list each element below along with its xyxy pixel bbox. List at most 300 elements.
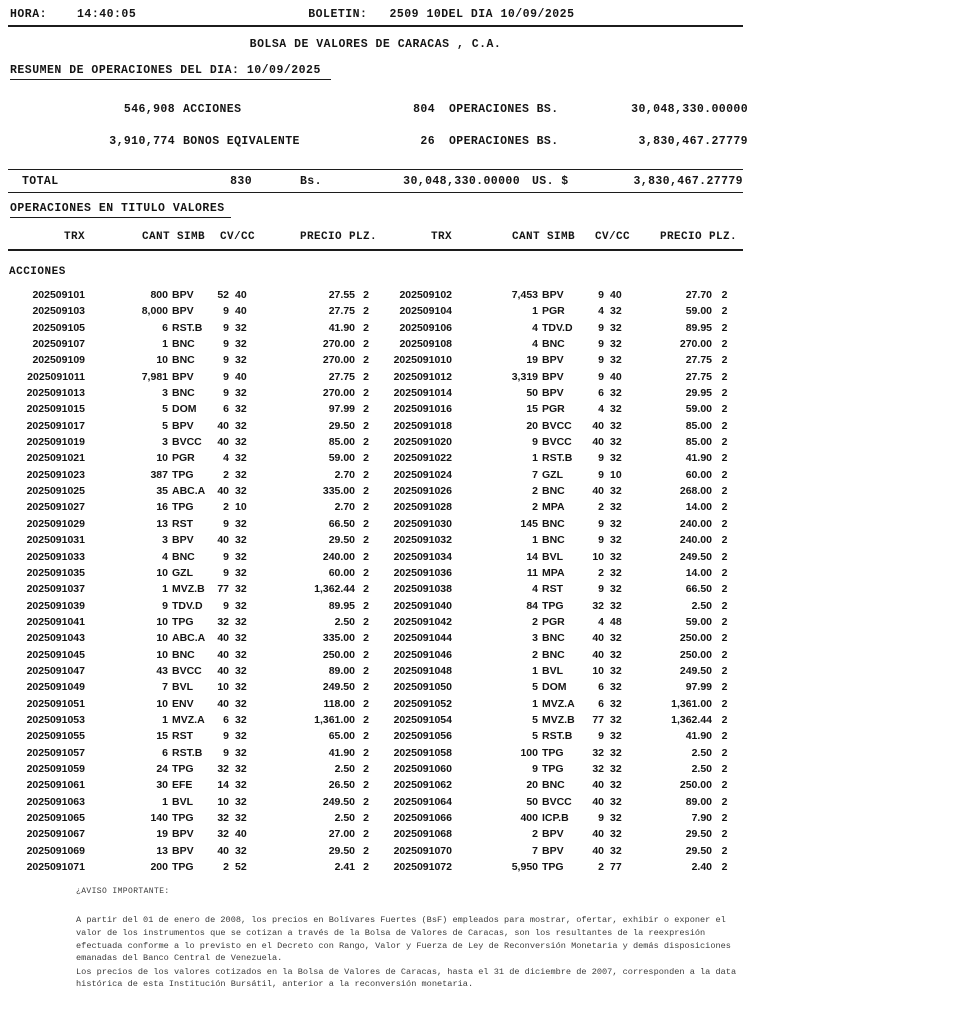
simb-cell: BPV	[542, 387, 564, 400]
header-divider	[8, 25, 743, 27]
simb-cell: BPV	[542, 844, 564, 857]
cc-cell: 32	[610, 583, 622, 596]
trx-cell: 2025091031	[26, 534, 85, 547]
cc-cell: 32	[610, 338, 622, 351]
precio-cell: 2.70	[334, 468, 355, 481]
simb-cell: BPV	[172, 305, 194, 318]
cant-cell: 8,000	[141, 305, 168, 318]
trx-cell: 202509102	[399, 289, 452, 301]
cc-cell: 32	[610, 730, 622, 743]
cv-cell: 4	[598, 615, 604, 628]
precio-cell: 27.00	[328, 828, 355, 841]
simb-cell: BNC	[172, 354, 195, 367]
precio-cell: 65.00	[328, 730, 355, 743]
cc-cell: 32	[610, 485, 622, 498]
precio-cell: 27.70	[685, 289, 712, 301]
summary-label: ACCIONES	[183, 103, 242, 116]
cv-cell: 6	[223, 713, 229, 726]
plz-cell: 2	[363, 583, 369, 596]
cant-cell: 2	[532, 501, 538, 514]
precio-cell: 240.00	[679, 517, 712, 530]
precio-cell: 250.00	[679, 648, 712, 661]
precio-cell: 2.50	[691, 746, 712, 759]
cv-cell: 32	[217, 762, 229, 775]
simb-cell: BVL	[172, 681, 193, 694]
simb-cell: BPV	[542, 370, 564, 383]
cv-cell: 32	[592, 746, 604, 759]
cc-cell: 32	[610, 566, 622, 579]
plz-cell: 2	[363, 812, 369, 824]
simb-cell: TPG	[542, 599, 564, 612]
cv-cell: 9	[598, 730, 604, 743]
table-row	[8, 467, 977, 483]
plz-cell: 2	[721, 338, 728, 351]
precio-cell: 2.50	[334, 762, 355, 775]
precio-cell: 1,362.44	[314, 583, 355, 596]
cc-cell: 32	[610, 779, 622, 792]
trx-cell: 2025091042	[393, 615, 452, 628]
trx-cell: 2025091036	[393, 566, 452, 579]
precio-cell: 29.95	[685, 387, 712, 400]
cv-cell: 9	[223, 370, 229, 383]
simb-cell: TPG	[542, 861, 564, 874]
trx-cell: 2025091022	[393, 452, 452, 465]
trx-cell: 2025091010	[393, 354, 452, 367]
trx-cell: 2025091034	[393, 550, 452, 563]
trx-cell: 2025091029	[26, 517, 85, 530]
simb-cell: PGR	[172, 452, 195, 465]
cv-cell: 2	[598, 566, 604, 579]
plz-cell: 2	[721, 861, 728, 874]
summary-operations-count: 26	[420, 135, 435, 148]
cant-cell: 6	[162, 321, 168, 334]
cv-cell: 6	[598, 697, 604, 710]
trx-cell: 2025091055	[26, 730, 85, 743]
cv-cell: 10	[217, 681, 229, 694]
simb-cell: MVZ.A	[542, 697, 575, 710]
trx-cell: 2025091058	[393, 746, 452, 759]
table-row	[8, 663, 977, 679]
cv-cell: 40	[217, 436, 229, 449]
cant-cell: 9	[532, 436, 538, 449]
precio-cell: 249.50	[679, 550, 712, 563]
table-row	[8, 483, 977, 499]
summary-quantity: 546,908	[123, 103, 175, 116]
precio-cell: 59.00	[685, 615, 712, 628]
cv-cell: 2	[223, 861, 229, 874]
cant-cell: 14	[526, 550, 538, 563]
simb-cell: BPV	[172, 828, 194, 841]
cc-cell: 32	[235, 681, 247, 694]
cc-cell: 32	[235, 762, 247, 775]
cant-cell: 140	[150, 812, 168, 824]
precio-cell: 1,362.44	[671, 713, 712, 726]
trx-cell: 2025091049	[26, 681, 85, 694]
cv-cell: 40	[592, 436, 604, 449]
plz-cell: 2	[363, 828, 369, 841]
plz-cell: 2	[363, 681, 369, 694]
table-row	[8, 418, 977, 434]
cant-cell: 50	[526, 387, 538, 400]
cc-cell: 32	[610, 436, 622, 449]
plz-cell: 2	[721, 452, 728, 465]
simb-cell: BPV	[172, 370, 194, 383]
column-header-precio-plz-right: PRECIO PLZ.	[659, 231, 737, 243]
cant-cell: 4	[532, 338, 538, 351]
plz-cell: 2	[721, 681, 728, 694]
trx-cell: 2025091039	[26, 599, 85, 612]
cv-cell: 40	[592, 844, 604, 857]
plz-cell: 2	[363, 452, 369, 465]
cc-cell: 32	[235, 812, 247, 824]
plz-cell: 2	[363, 419, 369, 432]
cv-cell: 2	[598, 861, 604, 874]
cant-cell: 50	[526, 795, 538, 808]
plz-cell: 2	[363, 387, 369, 400]
plz-cell: 2	[363, 501, 369, 514]
simb-cell: TPG	[172, 762, 194, 775]
simb-cell: BNC	[172, 648, 195, 661]
plz-cell: 2	[721, 321, 728, 334]
simb-cell: RST	[172, 517, 193, 530]
cc-cell: 32	[235, 844, 247, 857]
precio-cell: 249.50	[322, 681, 355, 694]
cc-cell: 32	[235, 403, 247, 416]
trx-cell: 2025091046	[393, 648, 452, 661]
cv-cell: 4	[598, 305, 604, 318]
precio-cell: 268.00	[679, 485, 712, 498]
cv-cell: 2	[223, 468, 229, 481]
precio-cell: 270.00	[322, 387, 355, 400]
cv-cell: 9	[223, 338, 229, 351]
precio-cell: 7.90	[691, 812, 712, 824]
plz-cell: 2	[363, 468, 369, 481]
cv-cell: 9	[598, 338, 604, 351]
cc-cell: 32	[610, 534, 622, 547]
cant-cell: 2	[532, 615, 538, 628]
plz-cell: 2	[721, 370, 728, 383]
precio-cell: 2.70	[334, 501, 355, 514]
trx-cell: 2025091017	[26, 419, 85, 432]
precio-cell: 66.50	[328, 517, 355, 530]
plz-cell: 2	[721, 844, 728, 857]
simb-cell: RST	[172, 730, 193, 743]
precio-cell: 118.00	[323, 697, 355, 710]
aviso-paragraph-1: A partir del 01 de enero de 2008, los precios en Bolívares Fuertes (BsF) empleados para mostrar, ofertar, exhibir o exponer el valor de los instrumentos que se cotizan a través de la Bolsa de Valores de Caracas, son los resultantes de la reexpresión efectuada conforme a lo previsto en el Decreto con Rango, Valor y Fuerza de Ley de Reconversión Monetaria y demás disposiciones emanadas del Banco Central de Venezuela.	[76, 915, 731, 964]
precio-cell: 27.75	[685, 354, 712, 367]
cv-cell: 9	[223, 746, 229, 759]
trx-cell: 2025091070	[393, 844, 452, 857]
simb-cell: RST.B	[542, 730, 573, 743]
cv-cell: 4	[598, 403, 604, 416]
trx-cell: 2025091051	[26, 697, 85, 710]
plz-cell: 2	[721, 795, 728, 808]
summary-operations-label: OPERACIONES BS.	[449, 135, 559, 148]
cc-cell: 40	[235, 370, 247, 383]
plz-cell: 2	[363, 779, 369, 792]
simb-cell: BNC	[542, 779, 565, 792]
cv-cell: 9	[223, 305, 229, 318]
simb-cell: PGR	[542, 305, 565, 318]
cant-cell: 800	[150, 289, 168, 301]
trx-cell: 2025091054	[393, 713, 452, 726]
precio-cell: 14.00	[685, 566, 712, 579]
trx-cell: 2025091035	[26, 566, 85, 579]
boletin-value: 2509 10DEL DIA 10/09/2025	[389, 8, 575, 21]
cc-cell: 32	[235, 730, 247, 743]
table-row	[8, 598, 977, 614]
simb-cell: BVCC	[542, 795, 572, 808]
simb-cell: ABC.A	[172, 485, 206, 498]
plz-cell: 2	[721, 664, 728, 677]
cc-cell: 48	[610, 615, 622, 628]
trx-cell: 2025091038	[393, 583, 452, 596]
table-row	[8, 777, 977, 793]
cc-cell: 40	[235, 305, 247, 318]
precio-cell: 85.00	[685, 419, 712, 432]
simb-cell: BNC	[542, 485, 565, 498]
simb-cell: BPV	[172, 534, 194, 547]
cv-cell: 77	[592, 713, 604, 726]
cv-cell: 32	[592, 762, 604, 775]
trx-cell: 202509104	[399, 305, 452, 318]
cv-cell: 9	[223, 387, 229, 400]
simb-cell: BVCC	[172, 436, 202, 449]
cv-cell: 40	[217, 648, 229, 661]
table-row	[8, 794, 977, 810]
cant-cell: 200	[150, 861, 168, 874]
table-row	[8, 810, 977, 826]
plz-cell: 2	[363, 730, 369, 743]
cv-cell: 40	[217, 632, 229, 645]
plz-cell: 2	[363, 321, 369, 334]
cant-cell: 5	[162, 403, 168, 416]
trx-cell: 202509106	[399, 321, 452, 334]
table-row	[8, 826, 977, 842]
plz-cell: 2	[721, 534, 728, 547]
aviso-title: ¿AVISO IMPORTANTE:	[76, 887, 170, 897]
table-row	[8, 761, 977, 777]
simb-cell: TPG	[542, 762, 564, 775]
precio-cell: 27.75	[328, 370, 355, 383]
trx-cell: 202509103	[32, 305, 85, 318]
plz-cell: 2	[363, 664, 369, 677]
table-row	[8, 696, 977, 712]
precio-cell: 60.00	[685, 468, 712, 481]
table-row	[8, 385, 977, 401]
plz-cell: 2	[363, 534, 369, 547]
cc-cell: 32	[610, 681, 622, 694]
simb-cell: TPG	[542, 746, 564, 759]
cant-cell: 7	[532, 468, 538, 481]
total-row	[8, 170, 977, 192]
trx-cell: 2025091059	[26, 762, 85, 775]
precio-cell: 250.00	[679, 779, 712, 792]
cv-cell: 10	[217, 795, 229, 808]
simb-cell: BNC	[542, 648, 565, 661]
precio-cell: 270.00	[322, 354, 355, 367]
precio-cell: 250.00	[679, 632, 712, 645]
cv-cell: 6	[598, 681, 604, 694]
cv-cell: 6	[598, 387, 604, 400]
cc-cell: 32	[235, 517, 247, 530]
cv-cell: 9	[598, 354, 604, 367]
cc-cell: 32	[235, 795, 247, 808]
cant-cell: 7	[532, 844, 538, 857]
table-row	[8, 450, 977, 466]
cc-cell: 32	[235, 664, 247, 677]
trx-cell: 202509108	[399, 338, 452, 351]
plz-cell: 2	[363, 289, 369, 301]
cant-cell: 7	[162, 681, 168, 694]
cv-cell: 40	[592, 419, 604, 432]
boletin-label: BOLETIN:	[308, 8, 368, 21]
precio-cell: 249.50	[679, 664, 712, 677]
plz-cell: 2	[721, 632, 728, 645]
trx-cell: 2025091026	[393, 485, 452, 498]
simb-cell: MPA	[542, 501, 565, 514]
cv-cell: 6	[223, 403, 229, 416]
simb-cell: TPG	[172, 615, 194, 628]
plz-cell: 2	[363, 370, 369, 383]
trx-cell: 2025091016	[393, 403, 452, 416]
cc-cell: 32	[235, 648, 247, 661]
trx-cell: 2025091020	[393, 436, 452, 449]
precio-cell: 89.00	[685, 795, 712, 808]
simb-cell: TPG	[172, 501, 194, 514]
cv-cell: 9	[598, 583, 604, 596]
trx-cell: 2025091033	[26, 550, 85, 563]
cv-cell: 9	[598, 517, 604, 530]
cv-cell: 40	[217, 697, 229, 710]
table-row	[8, 679, 977, 695]
table-header-divider	[8, 249, 743, 251]
cant-cell: 7,981	[141, 370, 168, 383]
cv-cell: 9	[598, 289, 604, 301]
precio-cell: 250.00	[322, 648, 355, 661]
summary-row-acciones	[8, 103, 977, 116]
plz-cell: 2	[363, 632, 369, 645]
plz-cell: 2	[721, 779, 728, 792]
cant-cell: 30	[156, 779, 168, 792]
simb-cell: BNC	[542, 632, 565, 645]
cc-cell: 32	[610, 321, 622, 334]
cv-cell: 32	[592, 599, 604, 612]
trx-cell: 2025091012	[393, 370, 452, 383]
cc-cell: 40	[235, 289, 247, 301]
cv-cell: 9	[223, 354, 229, 367]
simb-cell: BNC	[542, 534, 565, 547]
cc-cell: 32	[610, 403, 622, 416]
cc-cell: 32	[610, 697, 622, 710]
precio-cell: 97.99	[685, 681, 712, 694]
hora-value: 14:40:05	[77, 8, 137, 21]
plz-cell: 2	[363, 566, 369, 579]
cc-cell: 32	[235, 436, 247, 449]
simb-cell: TDV.D	[172, 599, 203, 612]
cant-cell: 1	[162, 713, 168, 726]
cant-cell: 15	[156, 730, 168, 743]
trx-cell: 2025091019	[26, 436, 85, 449]
plz-cell: 2	[721, 828, 728, 841]
cc-cell: 32	[610, 648, 622, 661]
trx-cell: 2025091024	[393, 468, 452, 481]
cant-cell: 1	[532, 452, 538, 465]
cc-cell: 32	[235, 779, 247, 792]
plz-cell: 2	[721, 403, 728, 416]
precio-cell: 2.50	[334, 615, 355, 628]
plz-cell: 2	[363, 517, 369, 530]
cant-cell: 9	[162, 599, 168, 612]
cant-cell: 3	[162, 534, 168, 547]
cant-cell: 3	[162, 387, 168, 400]
trx-cell: 2025091013	[26, 387, 85, 400]
trx-cell: 202509105	[32, 321, 85, 334]
cant-cell: 20	[526, 779, 538, 792]
trx-cell: 2025091044	[393, 632, 452, 645]
table-header-row	[8, 231, 977, 243]
cant-cell: 1	[532, 664, 538, 677]
cc-cell: 32	[235, 615, 247, 628]
cc-cell: 32	[610, 713, 622, 726]
cv-cell: 52	[217, 289, 229, 301]
precio-cell: 59.00	[685, 403, 712, 416]
plz-cell: 2	[363, 436, 369, 449]
table-row	[8, 614, 977, 630]
trx-cell: 2025091028	[393, 501, 452, 514]
precio-cell: 85.00	[685, 436, 712, 449]
trx-cell: 202509101	[32, 289, 85, 301]
plz-cell: 2	[721, 730, 728, 743]
table-row	[8, 532, 977, 548]
cc-cell: 32	[610, 664, 622, 677]
plz-cell: 2	[363, 485, 369, 498]
cc-cell: 40	[610, 289, 622, 301]
cv-cell: 40	[217, 844, 229, 857]
cant-cell: 1	[532, 534, 538, 547]
table-row	[8, 303, 977, 319]
cc-cell: 32	[610, 746, 622, 759]
cv-cell: 40	[592, 795, 604, 808]
cant-cell: 3	[532, 632, 538, 645]
cc-cell: 32	[235, 697, 247, 710]
cc-cell: 32	[235, 534, 247, 547]
precio-cell: 2.50	[691, 599, 712, 612]
precio-cell: 41.90	[685, 730, 712, 743]
column-header-trx-left: TRX	[63, 231, 85, 243]
trx-cell: 2025091062	[393, 779, 452, 792]
simb-cell: BVCC	[172, 664, 202, 677]
cc-cell: 32	[235, 452, 247, 465]
precio-cell: 27.75	[328, 305, 355, 318]
precio-cell: 89.95	[685, 321, 712, 334]
cc-cell: 32	[235, 599, 247, 612]
cant-cell: 10	[156, 632, 168, 645]
precio-cell: 27.75	[685, 370, 712, 383]
operations-section-title: OPERACIONES EN TITULO VALORES	[10, 202, 231, 218]
simb-cell: DOM	[172, 403, 197, 416]
simb-cell: PGR	[542, 615, 565, 628]
table-row	[8, 499, 977, 515]
cc-cell: 32	[235, 338, 247, 351]
cc-cell: 40	[610, 370, 622, 383]
precio-cell: 27.55	[328, 289, 355, 301]
simb-cell: GZL	[542, 468, 563, 481]
cant-cell: 4	[532, 583, 538, 596]
precio-cell: 270.00	[679, 338, 712, 351]
precio-cell: 1,361.00	[314, 713, 355, 726]
simb-cell: BVL	[542, 550, 563, 563]
